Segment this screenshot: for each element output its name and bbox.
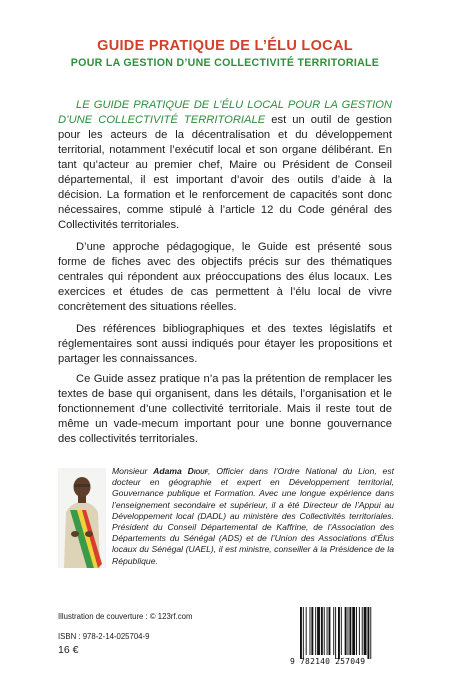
book-title-inline: LE GUIDE PRATIQUE DE L’ÉLU LOCAL POUR LA GESTION D’UNE COLLECTIVITÉ TERRITORIALE <box>58 99 392 126</box>
author-last-name: Diouf <box>187 466 209 476</box>
author-bio-text: , Officier dans l’Ordre National du Lion, est docteur en géographie et expert en Développement territorial, Gouvernance publique et Formation. Avec une longue expérience dans l’enseignement secondaire et supérieur, il a été Directeur de l’Appui au Développement local (DADL) au ministère des Collectivités territoriales. Président du Conseil Départemental de Kaffrine, de l’Association des Départements du Sénégal (ADS) et de l’Union des Associations d’Élus locaux du Sénégal (UAEL), il est ministre, conseiller à la Présidence de la République. <box>112 466 395 566</box>
author-biography <box>58 466 394 568</box>
author-prefix: Monsieur <box>112 466 154 476</box>
isbn: ISBN : 978-2-14-025704-9 <box>58 632 150 641</box>
barcode-bars <box>298 607 398 659</box>
back-cover-title: GUIDE PRATIQUE DE L’ÉLU LOCAL <box>97 38 353 54</box>
author-first-name: Adama <box>153 466 182 476</box>
paragraph-approach: D’une approche pédagogique, le Guide est présenté sous forme de fiches avec des objectifs précis sur des thématiques centrales qui répondent aux préoccupations des élus locaux. Les exercices et études de cas permettent à l’élu local de vivre concrètement des situations réelles. <box>58 241 392 313</box>
paragraph-references: Des références bibliographiques et des textes législatifs et réglementaires sont aussi indiqués pour étayer les propositions et partager les connaissances. <box>58 323 392 365</box>
cover-illustration-credit: Illustration de couverture : © 123rf.com <box>58 612 193 621</box>
back-cover-subtitle: POUR LA GESTION D’UNE COLLECTIVITÉ TERRITORIALE <box>70 57 380 69</box>
isbn-barcode <box>298 607 398 659</box>
price: 16 € <box>58 644 79 656</box>
paragraph-intro-text: est un outil de gestion pour les acteurs de la décentralisation et du développement territorial, notamment l’exécutif local et son organe délibérant. En tant qu’acteur au premier chef, Maire ou Président de Conseil départemental, il est important d’avoir des outils d’aide à la décision. La formation et le renforcement de capacités sont donc nécessaires, comme stipulé à l’article 12 du Code général des Collectivités territoriales. <box>58 114 393 231</box>
paragraph-purpose: Ce Guide assez pratique n’a pas la prétention de remplacer les textes de base qui organisent, dans les détails, l’organisation et le fonctionnement d’une collectivité territoriale. Mais il reste tout de même un vade-mecum important pour une bonne gouvernance des collectivités territoriales. <box>58 373 392 445</box>
barcode-digits: 9 782140 257049 <box>290 657 366 666</box>
photo-spacer <box>58 466 112 568</box>
paragraph-intro <box>58 98 392 233</box>
